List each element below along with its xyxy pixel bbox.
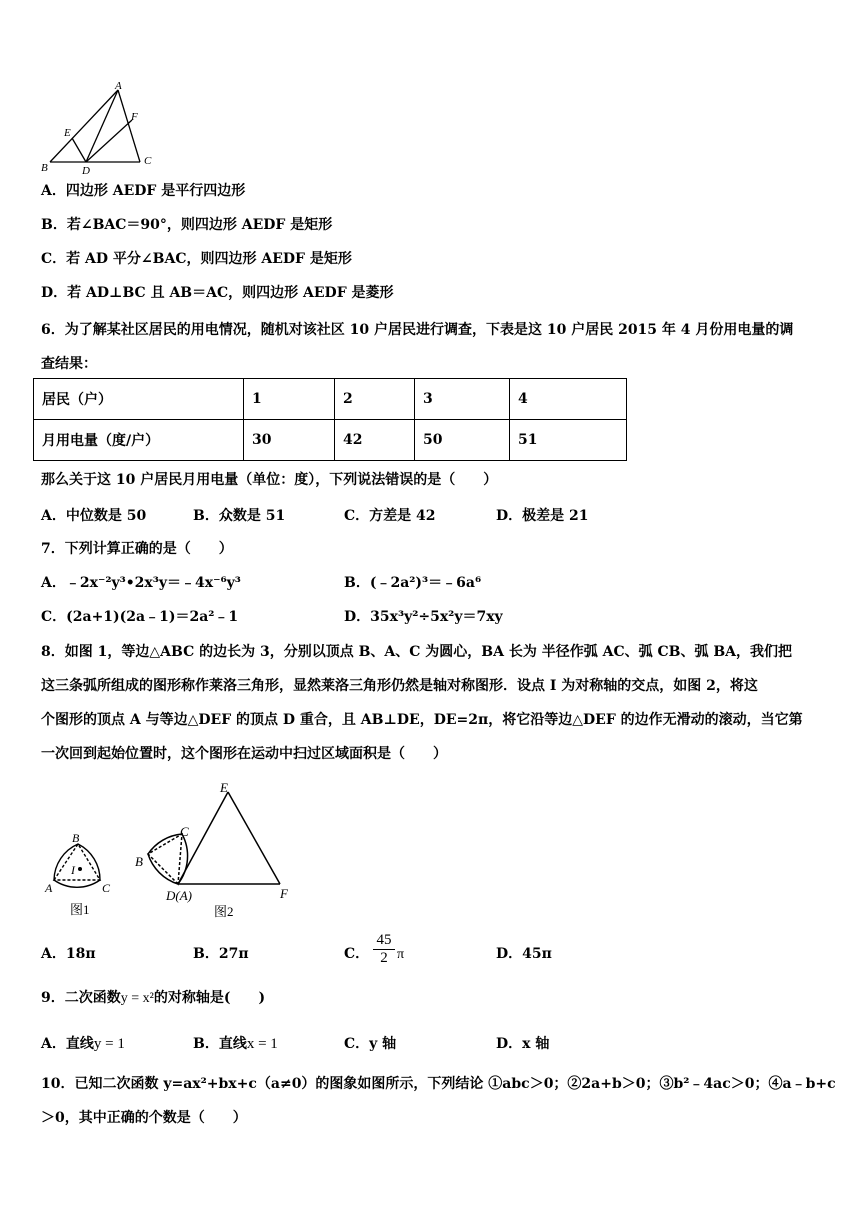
q9-stem (41, 989, 265, 1008)
reuleaux-figure-1 (40, 832, 120, 922)
fig2-e-label: E (220, 780, 228, 795)
point-b-label: B (41, 162, 48, 174)
table-cell: 51 (510, 420, 627, 461)
q7-stem: 7．下列计算正确的是（ ） (41, 541, 233, 557)
table-cell: 4 (510, 379, 627, 420)
q5-option-c: C．若 AD 平分∠BAC，则四边形 AEDF 是矩形 (41, 251, 352, 267)
q10-stem-line2: ＞0，其中正确的个数是（ ） (41, 1110, 247, 1126)
q6-option-d: D．极差是 21 (496, 508, 589, 524)
fig2-c-label: C (180, 824, 189, 839)
q6-option-c: C．方差是 42 (344, 508, 436, 524)
q6-option-a: A．中位数是 50 (41, 508, 147, 524)
q9-option-b-expr: x = 1 (246, 1036, 278, 1052)
electricity-usage-table (33, 378, 627, 461)
fig2-f-label: F (280, 886, 288, 901)
q9-stem-prefix: 9．二次函数 (41, 990, 121, 1006)
point-a-label: A (115, 80, 122, 92)
table-cell: 3 (415, 379, 510, 420)
q9-option-c: C．y 轴 (344, 1036, 397, 1052)
reuleaux-figure-2 (130, 780, 300, 922)
fig1-b-label: B (72, 832, 80, 845)
q6-stem-line1: 6．为了解某社区居民的用电情况，随机对该社区 10 户居民进行调查，下表是这 10 户居民 2015 年 4 月份用电量的调 (41, 322, 794, 338)
q8-stem-line3: 个图形的顶点 A 与等边△DEF 的顶点 D 重合，且 AB⊥DE，DE=2π，将它沿等边△DEF 的边作无滑动的滚动，当它第 (41, 712, 803, 728)
table-cell: 1 (244, 379, 335, 420)
table-cell: 居民（户） (34, 379, 244, 420)
q5-option-a: A．四边形 AEDF 是平行四边形 (41, 183, 246, 199)
q8-option-c-fraction (372, 932, 396, 967)
point-d-label: D (82, 165, 90, 176)
q7-option-b: B．(﹣2a²)³＝﹣6a⁶ (344, 575, 482, 591)
table-row (34, 379, 627, 420)
fig2-caption: 图2 (214, 904, 234, 919)
q8-stem-line2: 这三条弧所组成的图形称作莱洛三角形，显然莱洛三角形仍然是轴对称图形．设点 I 为对称轴的交点，如图 2，将这 (41, 678, 758, 694)
q5-option-d: D．若 AD⊥BC 且 AB＝AC，则四边形 AEDF 是菱形 (41, 285, 394, 301)
q5-option-b: B．若∠BAC＝90°，则四边形 AEDF 是矩形 (41, 217, 333, 233)
q7-option-d: D．35x³y²÷5x²y＝7xy (344, 609, 503, 625)
q9-option-b (193, 1035, 278, 1053)
q7-option-a: A．﹣2x⁻²y³•2x³y＝﹣4x⁻⁶y³ (41, 575, 241, 591)
q8-option-c-label: C． (344, 946, 370, 962)
fig1-i-label: I (71, 863, 75, 877)
q8-stem-line4: 一次回到起始位置时，这个图形在运动中扫过区域面积是（ ） (41, 746, 447, 762)
q7-option-c: C．(2a+1)(2a﹣1)＝2a²﹣1 (41, 609, 239, 625)
q8-option-d: D．45π (496, 946, 552, 962)
q9-function-expr: y = x² (120, 991, 154, 1006)
q9-option-a (41, 1035, 125, 1053)
point-c-label: C (144, 155, 152, 167)
table-row (34, 420, 627, 461)
point-f-label: F (131, 111, 138, 123)
q8-stem-line1: 8．如图 1，等边△ABC 的边长为 3，分别以顶点 B、A、C 为圆心，BA 长为 半径作弧 AC、弧 CB、弧 BA，我们把 (41, 644, 793, 660)
q6-stem-line2: 查结果： (41, 356, 97, 372)
table-cell: 50 (415, 420, 510, 461)
fig1-a-label: A (45, 881, 53, 895)
q8-option-b: B．27π (193, 946, 249, 962)
q9-option-d: D．x 轴 (496, 1036, 550, 1052)
fraction-numerator: 45 (376, 932, 392, 948)
q10-stem-line1: 10．已知二次函数 y=ax²+bx+c（a≠0）的图象如图所示，下列结论 ①abc＞0；②2a+b＞0；③b²﹣4ac＞0；④a﹣b+c (41, 1076, 836, 1092)
table-cell: 42 (335, 420, 415, 461)
q9-option-a-label: A．直线 (41, 1036, 94, 1052)
fig2-da-label: D(A) (166, 888, 192, 903)
triangle-aedf-figure (38, 80, 168, 176)
fig1-caption: 图1 (70, 902, 90, 917)
q6-option-b: B．众数是 51 (193, 508, 286, 524)
table-cell: 30 (244, 420, 335, 461)
q9-option-a-expr: y = 1 (93, 1036, 125, 1052)
fraction-denominator: 2 (380, 950, 388, 966)
q9-stem-suffix: 的对称轴是( ) (153, 990, 266, 1006)
q8-option-c-pi: π (397, 947, 405, 962)
q8-option-a: A．18π (41, 946, 96, 962)
table-cell: 月用电量（度/户） (34, 420, 244, 461)
q6-question: 那么关于这 10 户居民月用电量（单位：度），下列说法错误的是（ ） (41, 472, 498, 488)
table-cell: 2 (335, 379, 415, 420)
q9-option-b-label: B．直线 (193, 1036, 247, 1052)
point-e-label: E (64, 127, 71, 139)
fig1-c-label: C (102, 881, 111, 895)
fig2-b-label: B (135, 854, 143, 869)
